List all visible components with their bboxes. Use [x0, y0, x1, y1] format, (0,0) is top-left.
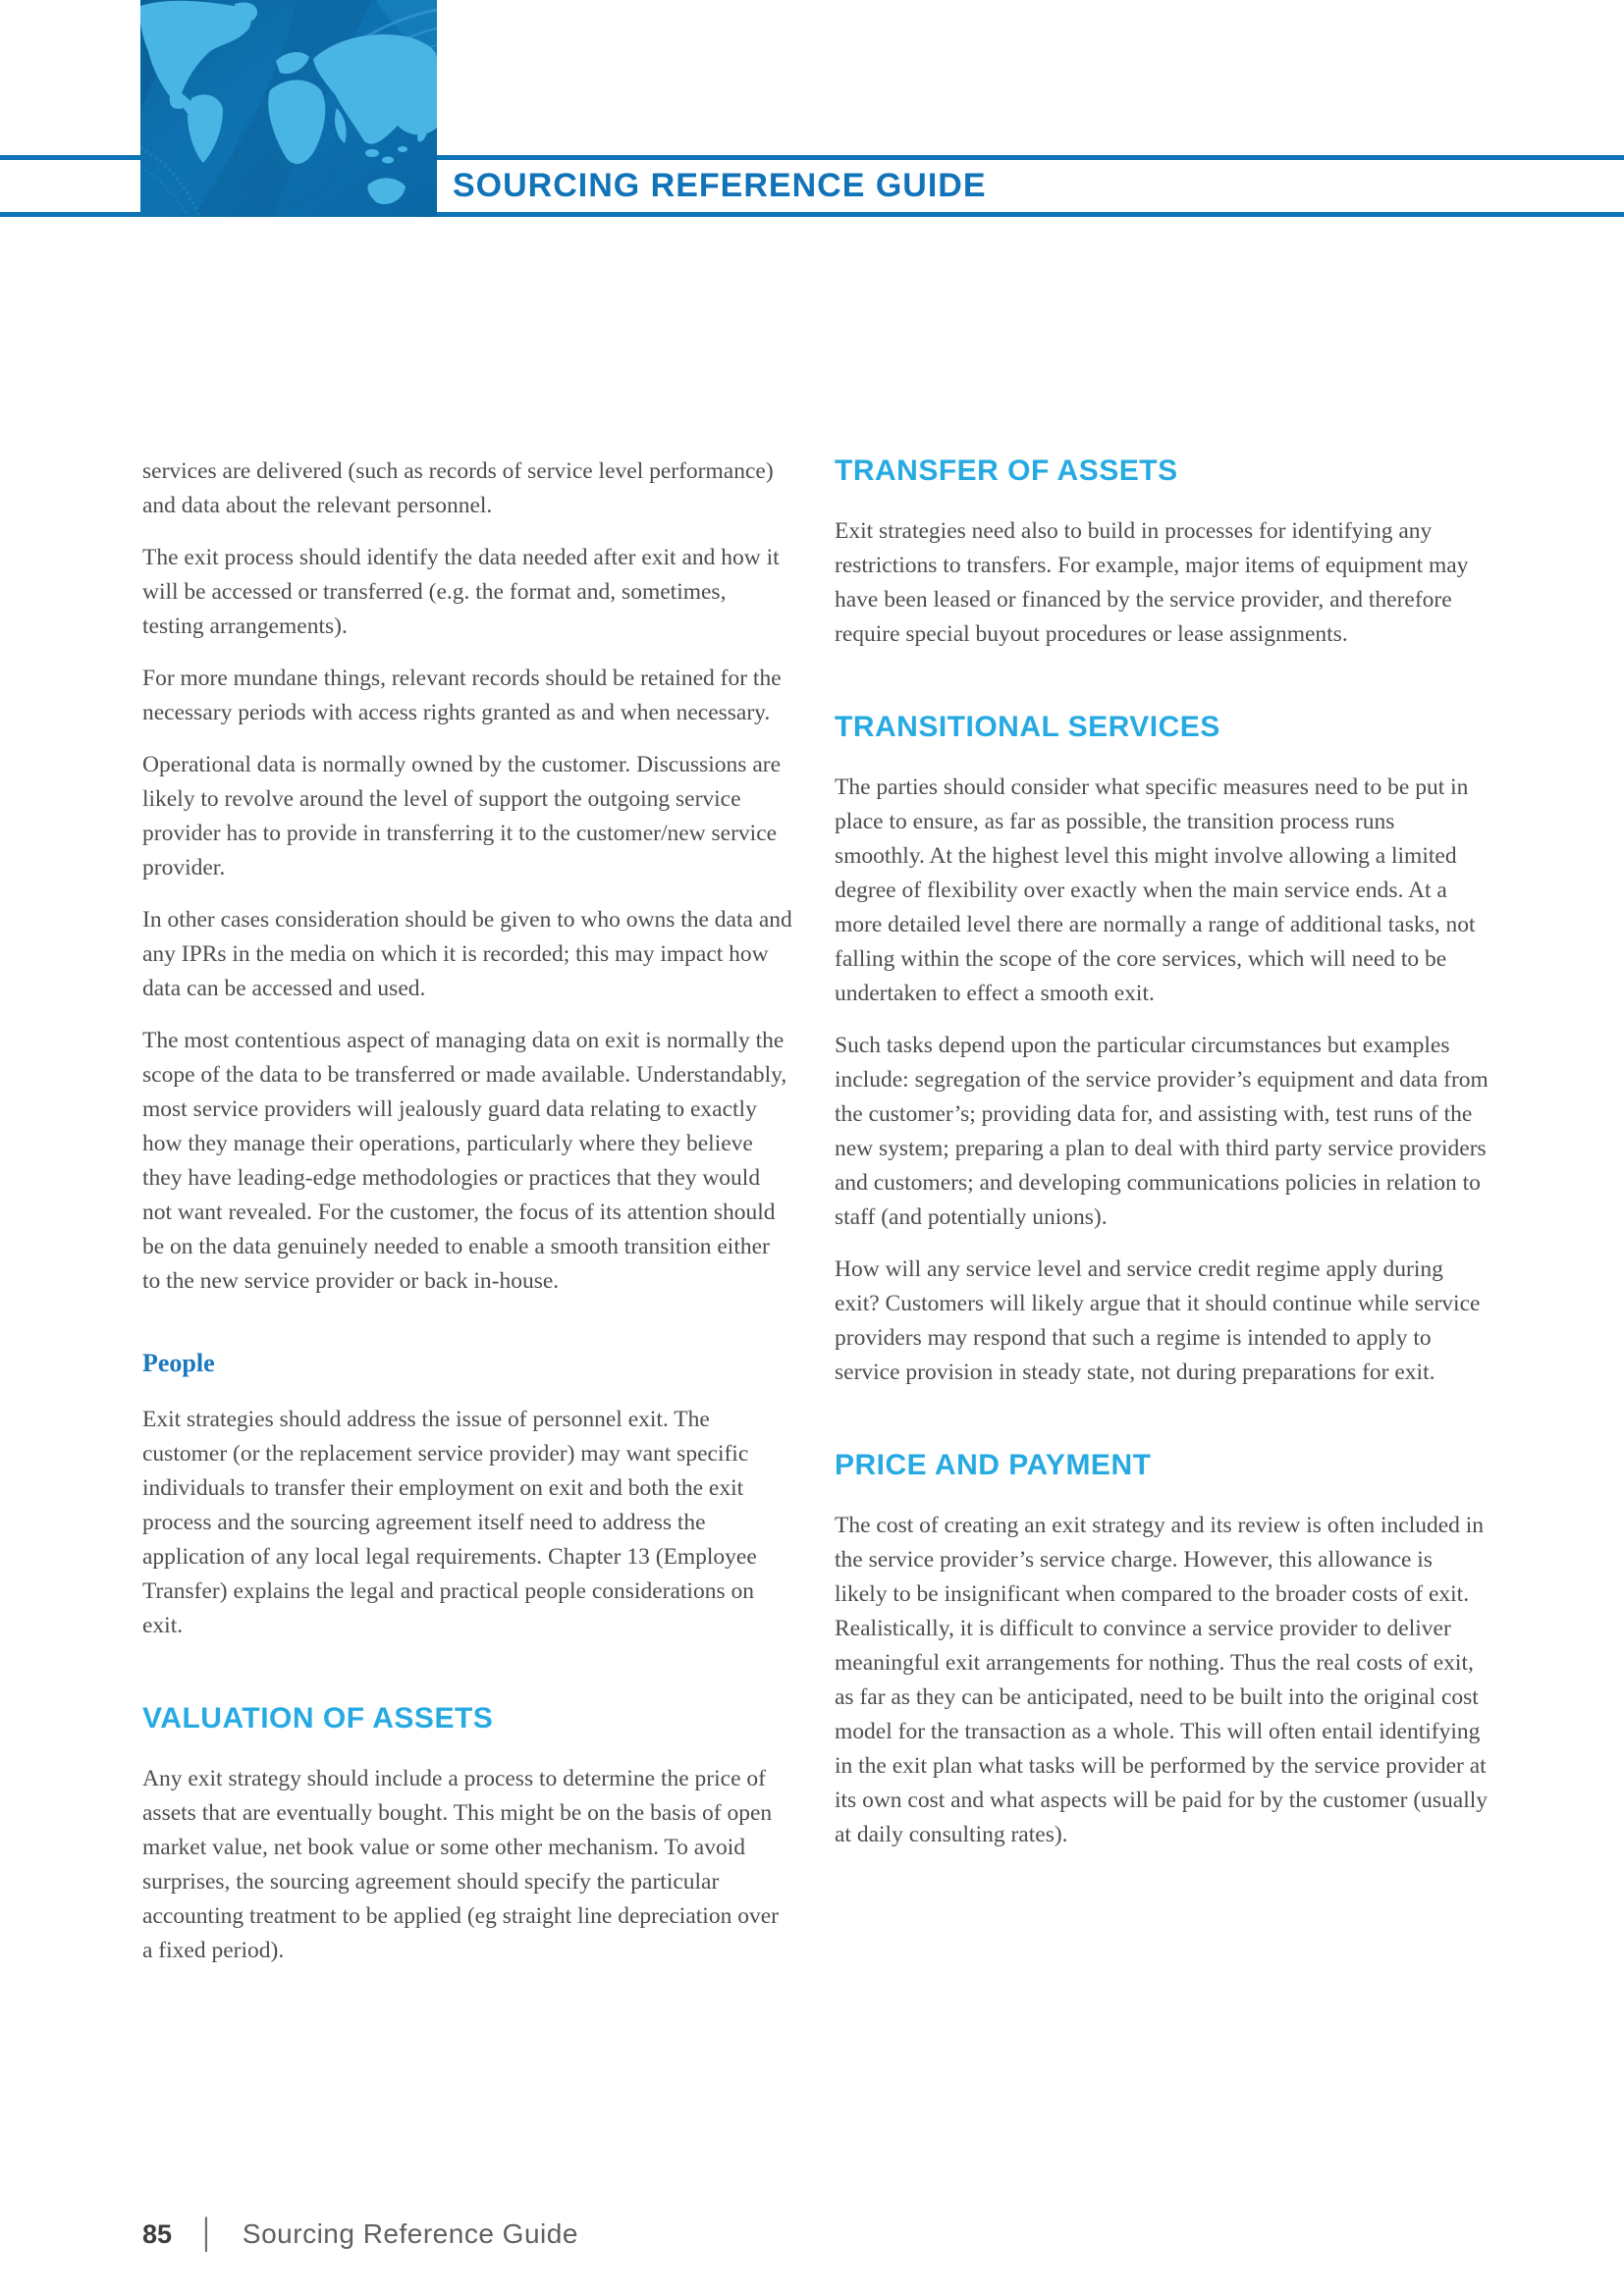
- section-heading-price-and-payment: PRICE AND PAYMENT: [835, 1449, 1152, 1481]
- paragraph: Such tasks depend upon the particular circumstances but examples include: segregation of the service provider’s equipment and data from the customer’s; providing data for, and assisting with, test runs of the new system; preparing a plan to deal with third party service providers and customers; and developing communications policies in relation to staff (and potentially unions).: [835, 1033, 1489, 1230]
- footer-page-number: 85: [142, 2218, 173, 2249]
- section-heading-valuation-of-assets: VALUATION OF ASSETS: [142, 1702, 494, 1735]
- paragraph: The cost of creating an exit strategy and its review is often included in the service provider’s service charge. However, this allowance is likely to be insignificant when compared to the broader costs of exit. Realistically, it is difficult to convince a service provider to deliver meaningful exit arrangements for nothing. Thus the real costs of exit, as far as they can be anticipated, need to be built into the original cost model for the transaction as a whole. This will often entail identifying in the exit plan what tasks will be performed by the service provider at its own cost and what aspects will be paid for by the customer (usually at daily consulting rates).: [835, 1513, 1489, 1847]
- paragraph: The most contentious aspect of managing data on exit is normally the scope of the data to be transferred or made available. Understandably, most service providers will jealously guard data relating to exactly how they manage their operations, particularly where they believe they have leading-edge methodologies or practices that they would not want revealed. For the customer, the focus of its attention should be on the data genuinely needed to enable a smooth transition either to the new service provider or back in-house.: [142, 1028, 787, 1294]
- paragraph: Any exit strategy should include a process to determine the price of assets that are eventually bought. This might be on the basis of open market value, net book value or some other mechanism. To avoid surprises, the sourcing agreement should specify the particular accounting treatment to be applied (eg straight line depreciation over a fixed period).: [142, 1766, 779, 1963]
- section-heading-transfer-of-assets: TRANSFER OF ASSETS: [835, 454, 1178, 487]
- paragraph: In other cases consideration should be given to who owns the data and any IPRs in the media on which it is recorded; this may impact how data can be accessed and used.: [142, 907, 792, 1001]
- paragraph: Exit strategies should address the issue of personnel exit. The customer (or the replacement service provider) may want specific individuals to transfer their employment on exit and both the exit process and the sourcing agreement itself need to address the application of any local legal requirements. Chapter 13 (Employee Transfer) explains the legal and practical people considerations on exit.: [142, 1407, 757, 1638]
- section-heading-transitional-services: TRANSITIONAL SERVICES: [835, 711, 1220, 743]
- footer: [142, 2211, 578, 2258]
- paragraph: How will any service level and service credit regime apply during exit? Customers will likely argue that it should continue while service providers may respond that such a regime is intended to apply to service provision in steady state, not during preparations for exit.: [835, 1256, 1481, 1385]
- paragraph: The parties should consider what specific measures need to be put in place to ensure, as far as possible, the transition process runs smoothly. At the highest level this might involve allowing a limited degree of flexibility over exactly when the main service ends. At a more detailed level there are normally a range of additional tasks, not falling within the scope of the core services, which will need to be undertaken to effect a smooth exit.: [835, 774, 1476, 1006]
- paragraph: Operational data is normally owned by the customer. Discussions are likely to revolve around the level of support the outgoing service provider has to provide in transferring it to the customer/new service provider.: [142, 752, 782, 881]
- world-map-image: [140, 0, 437, 217]
- paragraph: For more mundane things, relevant records should be retained for the necessary periods with access rights granted as and when necessary.: [142, 666, 782, 725]
- page-title: SOURCING REFERENCE GUIDE: [453, 167, 987, 204]
- footer-title: Sourcing Reference Guide: [242, 2218, 578, 2249]
- footer-divider: |: [202, 2211, 210, 2253]
- paragraph: Exit strategies need also to build in processes for identifying any restrictions to transfers. For example, major items of equipment may have been leased or financed by the service provider, and therefore require special buyout procedures or lease assignments.: [835, 518, 1469, 647]
- subheading-people: People: [142, 1349, 215, 1377]
- paragraph: The exit process should identify the data needed after exit and how it will be accessed or transferred (e.g. the format and, sometimes, testing arrangements).: [142, 545, 780, 639]
- left-column: [142, 454, 792, 1986]
- right-column: [835, 454, 1490, 1870]
- paragraph: services are delivered (such as records of service level performance) and data about the relevant personnel.: [142, 458, 774, 518]
